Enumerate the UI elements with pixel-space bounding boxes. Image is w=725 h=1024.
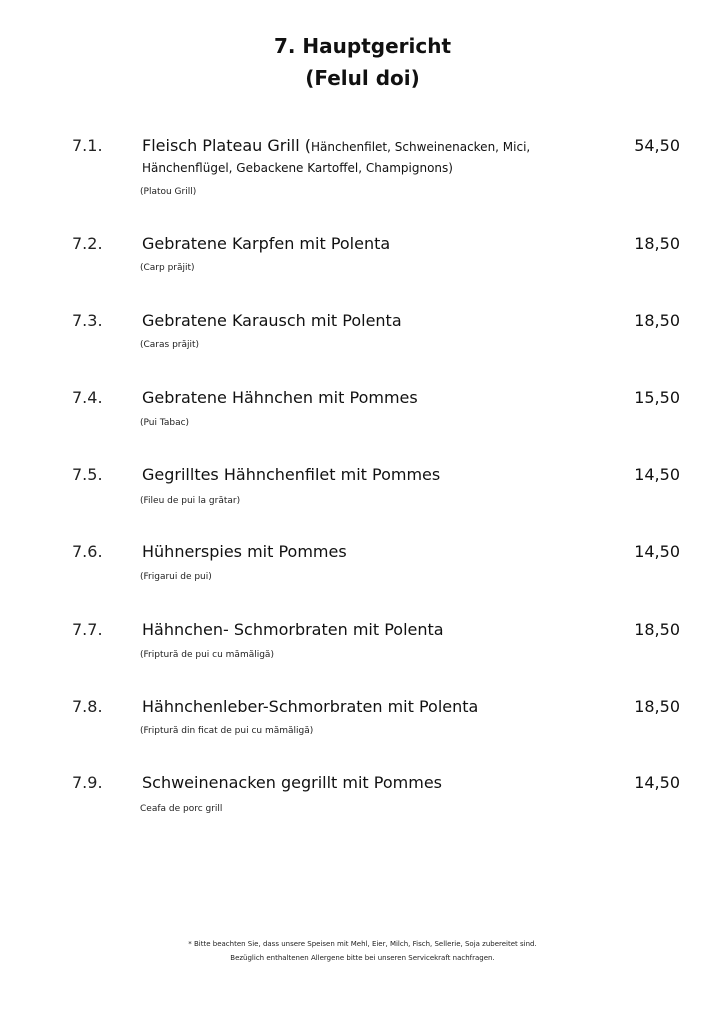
item-name: Hähnchen- Schmorbraten mit Polenta bbox=[142, 620, 444, 639]
item-price: 54,50 bbox=[634, 136, 680, 155]
item-price: 18,50 bbox=[634, 620, 680, 639]
item-price: 14,50 bbox=[634, 773, 680, 792]
item-translation: (Friptură de pui cu mămăligă) bbox=[140, 650, 274, 660]
item-number: 7.8. bbox=[72, 697, 103, 716]
item-number: 7.4. bbox=[72, 388, 103, 407]
item-name-detail: Hänchenfilet, Schweinenacken, Mici, Hänchenflügel, Gebackene Kartoffel, Champignons) bbox=[142, 140, 531, 175]
item-name bbox=[142, 136, 612, 178]
item-name: Gebratene Hähnchen mit Pommes bbox=[142, 388, 418, 407]
item-price: 18,50 bbox=[634, 311, 680, 330]
item-name-main: Fleisch Plateau Grill ( bbox=[142, 136, 311, 155]
item-price: 14,50 bbox=[634, 542, 680, 561]
item-translation: (Caras prăjit) bbox=[140, 340, 200, 350]
item-translation: (Carp prăjit) bbox=[140, 263, 195, 273]
allergen-note: * Bitte beachten Sie, dass unsere Speisen mit Mehl, Eier, Milch, Fisch, Sellerie, Soja zubereitet sind. bbox=[188, 940, 537, 948]
allergen-note-2: Bezüglich enthaltenen Allergene bitte bei unseren Servicekraft nachfragen. bbox=[230, 954, 495, 962]
item-number: 7.5. bbox=[72, 465, 103, 484]
item-name: Gegrilltes Hähnchenfilet mit Pommes bbox=[142, 465, 441, 484]
item-number: 7.7. bbox=[72, 620, 103, 639]
section-title: 7. Hauptgericht bbox=[273, 34, 452, 58]
section-subtitle: (Felul doi) bbox=[305, 66, 420, 90]
item-translation: (Frigarui de pui) bbox=[140, 572, 212, 582]
item-name: Schweinenacken gegrillt mit Pommes bbox=[142, 773, 442, 792]
item-translation: Ceafa de porc grill bbox=[140, 804, 223, 814]
item-translation: (Fileu de pui la grătar) bbox=[140, 496, 241, 506]
item-translation: (Platou Grill) bbox=[140, 187, 197, 197]
item-price: 18,50 bbox=[634, 697, 680, 716]
item-translation: (Pui Tabac) bbox=[140, 418, 190, 428]
item-number: 7.2. bbox=[72, 234, 103, 253]
item-number: 7.3. bbox=[72, 311, 103, 330]
item-number: 7.6. bbox=[72, 542, 103, 561]
item-name: Gebratene Karausch mit Polenta bbox=[142, 311, 402, 330]
item-price: 15,50 bbox=[634, 388, 680, 407]
item-price: 14,50 bbox=[634, 465, 680, 484]
item-price: 18,50 bbox=[634, 234, 680, 253]
item-number: 7.9. bbox=[72, 773, 103, 792]
item-name: Gebratene Karpfen mit Polenta bbox=[142, 234, 391, 253]
item-name: Hähnchenleber-Schmorbraten mit Polenta bbox=[142, 697, 479, 716]
item-translation: (Friptură din ficat de pui cu mămăligă) bbox=[140, 726, 314, 736]
item-number: 7.1. bbox=[72, 136, 103, 155]
item-name: Hühnerspies mit Pommes bbox=[142, 542, 347, 561]
